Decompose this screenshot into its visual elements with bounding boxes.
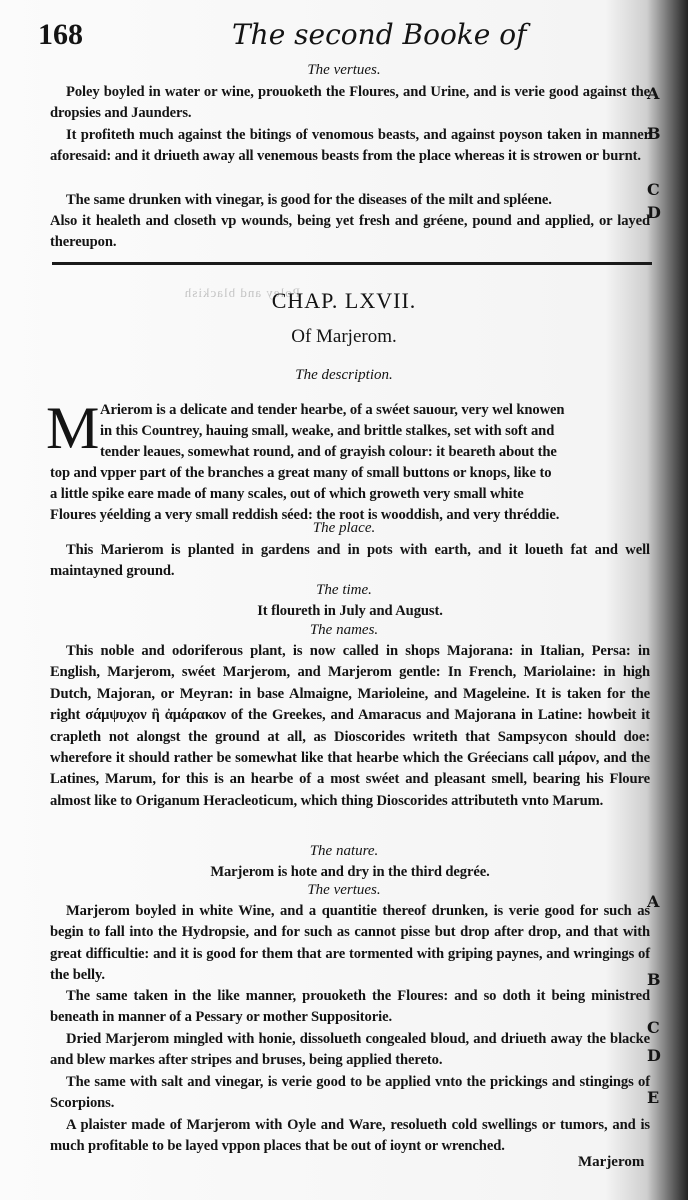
description-line-6: Floures yéelding a very small reddish séed: the root is wooddish, and very thréddie. [50,507,560,523]
chapter-heading: CHAP. LXVII. [271,288,417,313]
description-line-2: in this Countrey, hauing small, weake, and brittle stalkes, set with soft and [100,423,555,439]
margin-letter-3: C [647,1018,660,1037]
margin-letter-5: E [647,1088,660,1107]
section-label-names: The names. [309,622,379,638]
description-line-1: Arierom is a delicate and tender hearbe, of a swéet sauour, very wel knowen [100,402,565,418]
catchword: Marjerom [578,1154,645,1170]
section-label-nature: The nature. [309,843,379,859]
paragraph-nature: Marjerom is hote and dry in the third degrée. [210,864,490,880]
section-label-vertues: The vertues. [307,882,381,898]
drop-cap: M [46,395,100,461]
description-line-3: tender leaues, somewhat round, and of grayish colour: it beareth about the [100,444,557,460]
margin-letter-d: D [647,203,661,222]
paragraph-time: It floureth in July and August. [257,603,443,619]
page-number: 168 [38,18,83,51]
margin-letter-b: B [647,124,661,143]
section-label-time: The time. [316,582,372,598]
margin-letter-4: D [647,1046,661,1065]
paragraph-vertue-5: A plaister made of Marjerom with Oyle and Ware, resolueth cold swellings or tumors, and is much profitable to be layed vppon places that be out of ioynt or wrenched. [50,1117,650,1155]
chapter-divider [52,262,652,265]
paragraph-vertue-b: It profiteth much against the bitings of venomous beasts, and against poyson taken in manner aforesaid: and it driueth away all venemous beasts from the place whereas it is strowen or burnt. [50,127,650,165]
show-through-text: Poley and blackish [183,285,300,300]
paragraph-place: This Marierom is planted in gardens and in pots with earth, and it loueth fat and well maintayned ground. [50,542,650,580]
running-title: The second Booke of [232,18,527,51]
margin-letter-2: B [647,970,661,989]
paragraph-vertue-1: Marjerom boyled in white Wine, and a quantitie thereof drunken, is verie good for such as begin to fall into the Hydropsie, and for such as cannot pisse but drop after drop, and that with great difficultie: and it is good for them that are tormented with griping paynes, and wringings of the belly. [50,903,650,984]
paragraph-vertue-a: Poley boyled in water or wine, prouoketh the Floures, and Urine, and is verie good against the dropsies and Jaunders. [50,84,650,122]
paragraph-vertue-2: The same taken in the like manner, prouoketh the Floures: and so doth it being ministred beneath in manner of a Pessary or mother Suppositorie. [50,988,650,1026]
section-label-description: The description. [295,367,393,383]
section-label-place: The place. [312,520,376,536]
paragraph-vertue-3: Dried Marjerom mingled with honie, dissolueth congealed bloud, and driueth away the blacke and blew markes after stripes and bruses, being applied thereto. [50,1031,650,1069]
margin-letter-c: C [647,180,660,199]
paragraph-names: This noble and odoriferous plant, is now called in shops Majorana: in Italian, Persa: in English, Marjerom, swéet Marjerom, and Marjerom gentle: In French, Mariolaine: in high Dutch, Majoran, or Meyran: in base Almaigne, Marioleine, and Mageleine. It is taken for the right σάμψυχον ἢ ἀμάρακον of the Greekes, and Amaracus and Majorana in Latine: howbeit it crapleth not alongst the ground at all, as Dioscorides writeth that Sampsycon should doe: wherefore it should rather be somewhat like that hearbe which the Gréecians call μάρον, and the Latines, Marum, for this is an hearbe of a most swéet and pleasant smell, bearing his Floure almost like to Origanum Heracleoticum, which thing Dioscorides attributeth vnto Marum. [50,643,650,809]
section-label-vertues-prev: The vertues. [307,62,381,78]
margin-letter-1: A [647,892,660,911]
margin-letter-a: A [647,84,660,103]
description-line-5: a little spike eare made of many scales, out of which groweth very small white [50,486,524,502]
description-line-4: top and vpper part of the branches a great many of small buttons or knops, like to [50,465,552,481]
paragraph-vertue-4: The same with salt and vinegar, is verie good to be applied vnto the prickings and stingings of Scorpions. [50,1074,650,1112]
paragraph-vertue-c: The same drunken with vinegar, is good for the diseases of the milt and spléene. [66,192,552,208]
paragraph-vertue-d: Also it healeth and closeth vp wounds, being yet fresh and gréene, pound and applied, or layed thereupon. [50,213,650,251]
chapter-subheading: Of Marjerom. [291,326,397,347]
